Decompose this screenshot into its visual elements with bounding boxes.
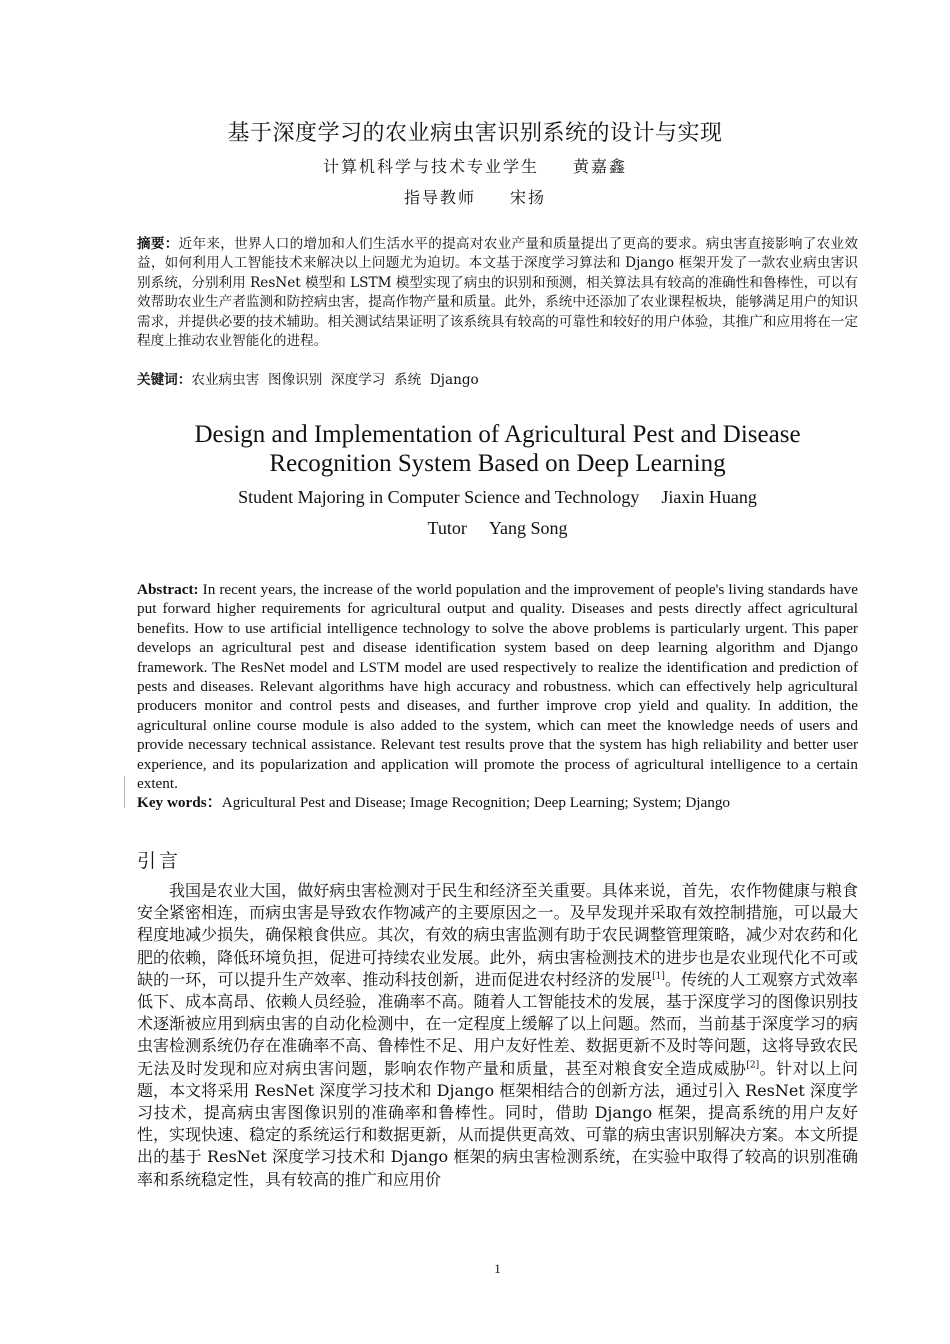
english-keywords-text: Agricultural Pest and Disease; Image Recognition; Deep Learning; System; Django bbox=[221, 794, 731, 811]
english-keywords-label: Key words： bbox=[137, 794, 222, 811]
english-title bbox=[0, 420, 950, 478]
chinese-tutor-name: 宋扬 bbox=[510, 188, 547, 207]
chinese-abstract-label: 摘要： bbox=[137, 236, 179, 252]
chinese-keywords bbox=[137, 371, 858, 390]
introduction-text-part1: 我国是农业大国，做好病虫害检测对于民生和经济至关重要。具体来说，首先，农作物健康与粮食安全紧密相连，而病虫害是导致农作物减产的主要原因之一。及早发现并采取有效控制措施，可以最大程度地减少损失，确保粮食供应。其次，有效的病虫害监测有助于农民调整管理策略，减少对农药和化肥的依赖，降低环境负担，促进可持续农业发展。此外，病虫害检测技术的进步也是农业现代化不可或缺的一环，可以提升生产效率、推动科技创新，进而促进农村经济的发展 bbox=[137, 881, 858, 989]
chinese-tutor-role: 指导教师 bbox=[403, 188, 476, 207]
chinese-author-name: 黄嘉鑫 bbox=[573, 157, 628, 176]
english-abstract-label: Abstract: bbox=[137, 581, 199, 598]
chinese-abstract-text: 近年来，世界人口的增加和人们生活水平的提高对农业产量和质量提出了更高的要求。病虫害直接影响了农业效益，如何利用人工智能技术来解决以上问题尤为迫切。本文基于深度学习算法和 Django 框架开发了一款农业病虫害识别系统，分别利用 ResNet 模型和 LSTM 模型实现了病虫的识别和预测，相关算法具有较高的准确性和鲁棒性，可以有效帮助农业生产者监测和防控病虫害，提高作物产量和质量。此外，系统中还添加了农业课程板块，能够满足用户的知识需求，并提供必要的技术辅助。相关测试结果证明了该系统具有较高的可靠性和较好的用户体验，其推广和应用将在一定程度上推动农业智能化的进程。 bbox=[137, 236, 859, 350]
chinese-author-role: 计算机科学与技术专业学生 bbox=[322, 157, 539, 176]
page-number: 1 bbox=[494, 1261, 501, 1276]
english-tutor-name: Yang Song bbox=[488, 518, 568, 538]
citation-2: [2] bbox=[746, 1060, 760, 1071]
chinese-abstract bbox=[137, 235, 858, 351]
english-abstract-text: In recent years, the increase of the world population and the improvement of people's living standards have put forward higher requirements for agricultural output and quality. Diseases and pests directly affect agricultural benefits. How to use artificial intelligence technology to solve the above problems is particularly urgent. This paper develops an agricultural pest and disease identification system based on deep learning algorithm and Django framework. The ResNet model and LSTM model are used respectively to realize the identification and prediction of pests and diseases. Relevant algorithms have high accuracy and robustness. which can effectively help agricultural producers monitor and control pests and diseases, and further improve crop yield and quality. In addition, the agricultural online course module is also added to the system, which can meet the knowledge needs of users and provide necessary technical assistance. Relevant test results prove that the system has high reliability and better user experience, and its popularization and application will promote the process of agricultural intelligence to a certain extent. bbox=[137, 581, 859, 793]
english-keywords bbox=[137, 793, 858, 812]
introduction-text-part3: 。针对以上问题，本文将采用 ResNet 深度学习技术和 Django 框架相结合的创新方法，通过引入 ResNet 深度学习技术，提高病虫害图像识别的准确率和鲁棒性。同时，借助 Django 框架，提高系统的用户友好性，实现快速、稳定的系统运行和数据更新，从而提供更高效、可靠的病虫害识别解决方案。本文所提出的基于 ResNet 深度学习技术和 Django 框架的病虫害检测系统，在实验中取得了较高的识别准确率和系统稳定性，具有较高的推广和应用价 bbox=[137, 1058, 858, 1189]
english-author-name: Jiaxin Huang bbox=[661, 487, 757, 507]
introduction-heading: 引言 bbox=[137, 850, 182, 872]
chinese-author-line bbox=[0, 154, 950, 177]
chinese-tutor-line bbox=[0, 185, 950, 208]
chinese-keywords-text: 农业病虫害 图像识别 深度学习 系统 Django bbox=[191, 372, 479, 388]
english-tutor-role: Tutor bbox=[427, 518, 467, 538]
margin-change-bar bbox=[124, 776, 125, 808]
citation-1: [1] bbox=[652, 971, 665, 982]
chinese-title: 基于深度学习的农业病虫害识别系统的设计与实现 bbox=[227, 121, 723, 146]
introduction-text-part2: 。传统的人工观察方式效率低下、成本高昂、依赖人员经验，准确率不高。随着人工智能技术的发展，基于深度学习的图像识别技术逐渐被应用到病虫害的自动化检测中，在一定程度上缓解了以上问题。然而，当前基于深度学习的病虫害检测系统仍存在准确率不高、鲁棒性不足、用户友好性差、数据更新不及时等问题，这将导致农民无法及时发现和应对病虫害问题，影响农作物产量和质量，甚至对粮食安全造成威胁 bbox=[137, 969, 858, 1078]
english-author-line bbox=[0, 487, 950, 508]
english-author-role: Student Majoring in Computer Science and Technology bbox=[238, 487, 640, 507]
english-title-line1: Design and Implementation of Agricultural Pest and Disease bbox=[194, 421, 801, 448]
chinese-keywords-label: 关键词： bbox=[137, 372, 192, 388]
english-title-line2: Recognition System Based on Deep Learning bbox=[269, 450, 726, 477]
introduction-paragraph bbox=[137, 880, 858, 1191]
english-abstract bbox=[137, 580, 858, 793]
english-tutor-line bbox=[0, 518, 950, 539]
